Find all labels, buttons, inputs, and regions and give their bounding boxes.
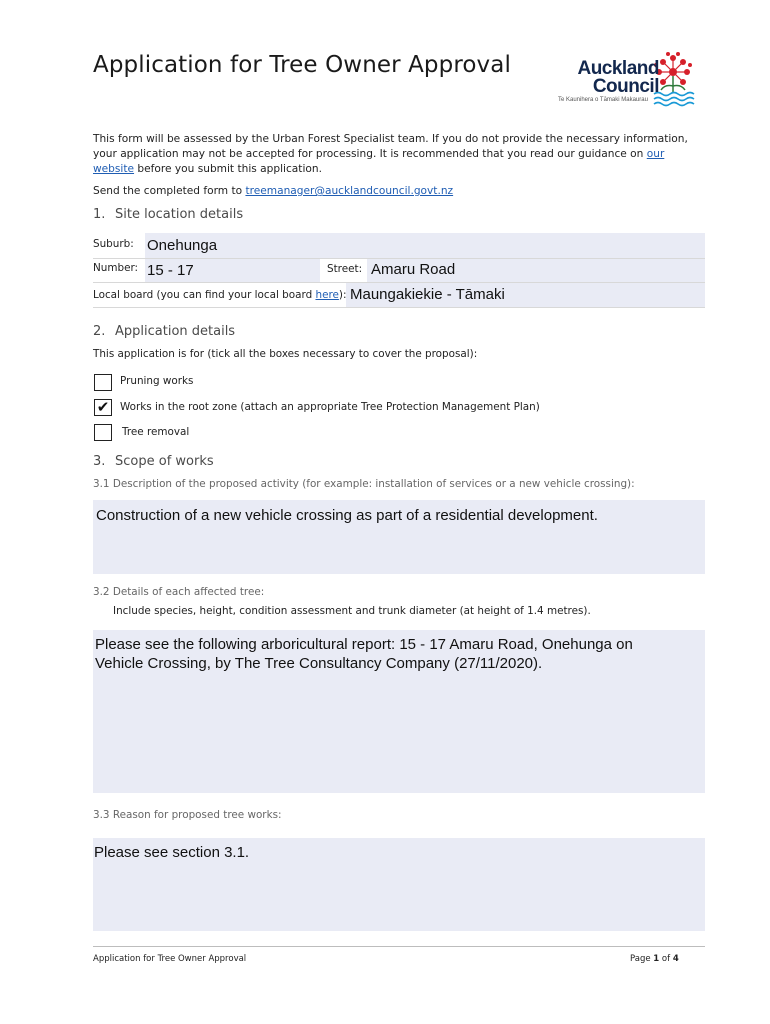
logo-subtitle: Te Kaunihera o Tāmaki Makaurau [558,97,648,103]
pruning-checkbox[interactable] [94,374,112,391]
section-1-heading: 1. Site location details [93,207,244,222]
pruning-label: Pruning works [120,375,194,387]
check-icon: ✔ [96,398,110,416]
root-zone-checkbox[interactable] [94,399,112,416]
street-field[interactable]: Amaru Road [367,259,705,282]
footer-divider [93,946,705,947]
q1-label: 3.1 Description of the proposed activity (for example: installation of services or a new vehicle crossing): [93,478,635,490]
q3-answer-field[interactable]: Please see section 3.1. [93,838,705,931]
logo-wordmark: Auckland Council [577,58,659,97]
q1-answer-field[interactable]: Construction of a new vehicle crossing as part of a residential development. [93,500,705,574]
tree-removal-label: Tree removal [122,426,190,438]
page-indicator: Page 1 of 4 [630,954,679,964]
website-link[interactable]: our website [93,148,665,175]
page-title: Application for Tree Owner Approval [93,52,511,78]
address-row [93,259,705,283]
number-label: Number: [93,262,139,274]
section-3-heading: 3. Scope of works [93,454,214,469]
intro-paragraph: This form will be assessed by the Urban Forest Specialist team. If you do not provide the necessary information, your application may not be accepted for processing. It is recommended that you read our guidance on our website before you submit this application. [93,133,688,175]
q2-answer-field[interactable]: Please see the following arboricultural report: 15 - 17 Amaru Road, Onehunga on Vehicle Crossing, by The Tree Consultancy Company (27/11/2020). [93,630,705,793]
q2-label: 3.2 Details of each affected tree: [93,586,265,598]
option-root-zone[interactable] [94,398,540,416]
local-board-field[interactable]: Maungakiekie - Tāmaki [346,283,705,307]
suburb-label: Suburb: [93,238,134,250]
root-zone-label: Works in the root zone (attach an appropriate Tree Protection Management Plan) [120,401,540,413]
application-instruction: This application is for (tick all the boxes necessary to cover the proposal): [93,348,478,360]
tree-removal-checkbox[interactable] [94,424,112,441]
send-instruction: Send the completed form to treemanager@aucklandcouncil.govt.nz [93,185,454,197]
street-label: Street: [327,263,363,275]
option-pruning[interactable] [94,374,194,391]
q3-label: 3.3 Reason for proposed tree works: [93,809,282,821]
email-link[interactable]: treemanager@aucklandcouncil.govt.nz [245,185,454,197]
footer-title: Application for Tree Owner Approval [93,954,247,964]
option-tree-removal[interactable] [94,424,190,441]
local-board-row [93,283,705,308]
suburb-row [93,233,705,259]
number-field[interactable]: 15 - 17 [145,259,320,282]
q2-hint: Include species, height, condition assessment and trunk diameter (at height of 1.4 metres). [113,605,591,617]
local-board-label: Local board (you can find your local board here): [93,289,347,301]
local-board-link[interactable]: here [315,289,339,301]
suburb-field[interactable]: Onehunga [145,233,705,258]
section-2-heading: 2. Application details [93,324,236,339]
